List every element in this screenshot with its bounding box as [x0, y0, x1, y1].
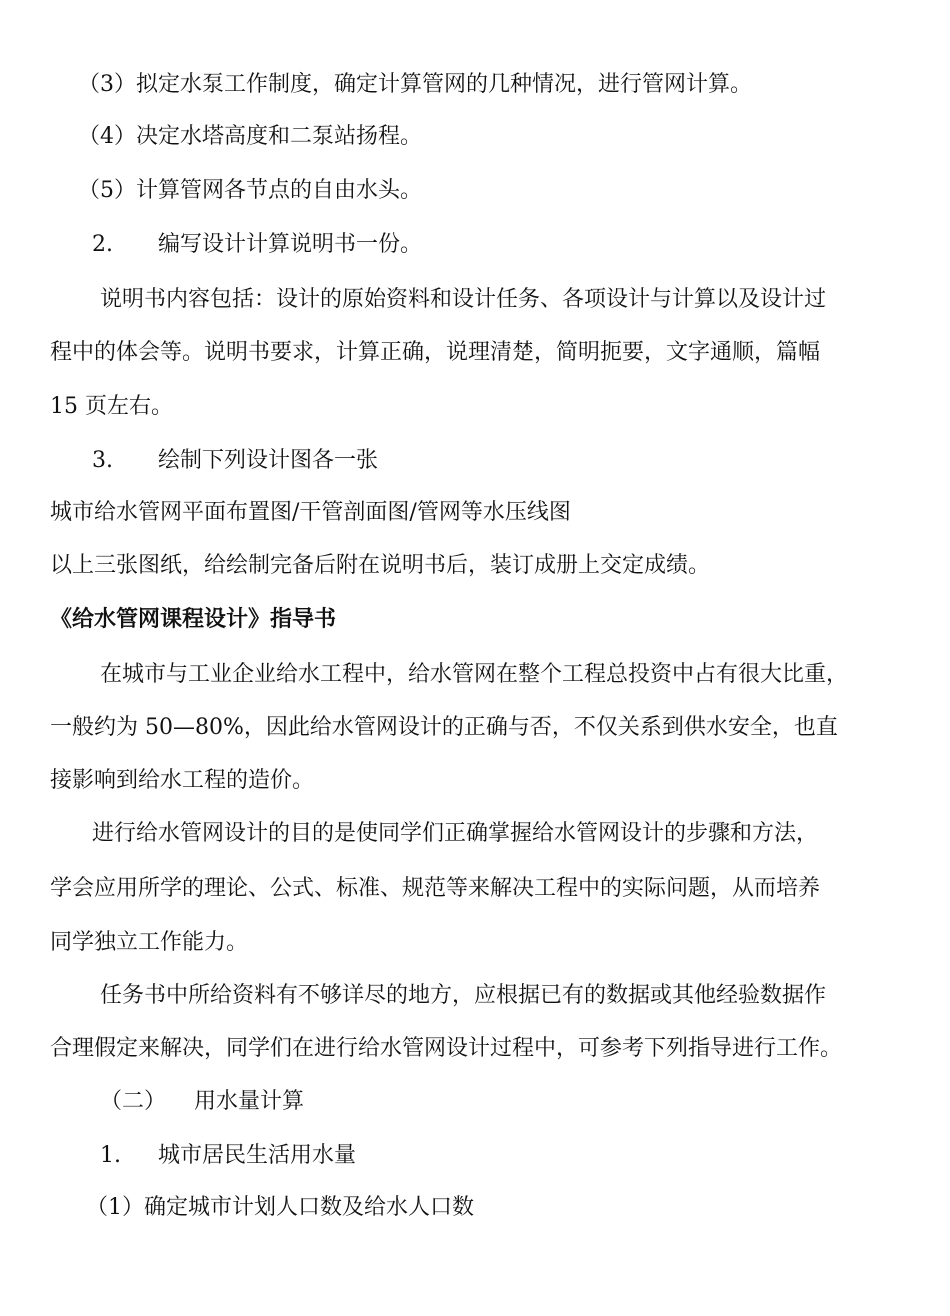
section-2-body-line-1: 说明书内容包括：设计的原始资料和设计任务、各项设计与计算以及设计过	[100, 287, 827, 312]
item-5-text: （5）计算管网各节点的自由水头。	[78, 178, 422, 203]
drawings-list: 城市给水管网平面布置图/干管剖面图/管网等水压线图	[50, 500, 571, 525]
guide-paragraph-3-line-1: 任务书中所给资料有不够详尽的地方，应根据已有的数据或其他经验数据作	[100, 983, 827, 1008]
guide-paragraph-2-line-2: 学会应用所学的理论、公式、标准、规范等来解决工程中的实际问题，从而培养	[50, 876, 821, 901]
guide-paragraph-1-line-1: 在城市与工业企业给水工程中，给水管网在整个工程总投资中占有很大比重，	[100, 662, 849, 687]
guide-title: 《给水管网课程设计》指导书	[50, 606, 337, 632]
section-3-heading: 绘制下列设计图各一张	[158, 448, 379, 473]
water-calc-number: （二）	[100, 1089, 167, 1114]
drawings-note: 以上三张图纸，给绘制完备后附在说明书后，装订成册上交定成绩。	[50, 553, 711, 578]
water-calc-heading: 用水量计算	[194, 1089, 305, 1114]
item-3-text: （3）拟定水泵工作制度，确定计算管网的几种情况，进行管网计算。	[78, 72, 752, 97]
guide-paragraph-3-line-2: 合理假定来解决，同学们在进行给水管网设计过程中，可参考下列指导进行工作。	[50, 1036, 843, 1061]
section-2-body-line-3: 15 页左右。	[50, 394, 173, 419]
guide-paragraph-1-line-3: 接影响到给水工程的造价。	[50, 768, 315, 793]
section-2-number: 2.	[92, 232, 113, 257]
section-2-body-line-2: 程中的体会等。说明书要求，计算正确，说理清楚，简明扼要，文字通顺，篇幅	[50, 340, 821, 365]
section-2-heading: 编写设计计算说明书一份。	[158, 232, 423, 257]
section-3-number: 3.	[92, 448, 113, 473]
water-calc-sub-number: 1.	[100, 1143, 121, 1168]
guide-paragraph-2-line-3: 同学独立工作能力。	[50, 930, 249, 955]
guide-paragraph-1-line-2: 一般约为 50—80%，因此给水管网设计的正确与否，不仅关系到供水安全，也直	[50, 715, 838, 740]
water-calc-sub-heading: 城市居民生活用水量	[158, 1143, 357, 1168]
guide-paragraph-2-line-1: 进行给水管网设计的目的是使同学们正确掌握给水管网设计的步骤和方法，	[92, 821, 819, 846]
item-4-text: （4）决定水塔高度和二泵站扬程。	[78, 124, 422, 149]
water-calc-item-1: （1）确定城市计划人口数及给水人口数	[86, 1195, 474, 1220]
